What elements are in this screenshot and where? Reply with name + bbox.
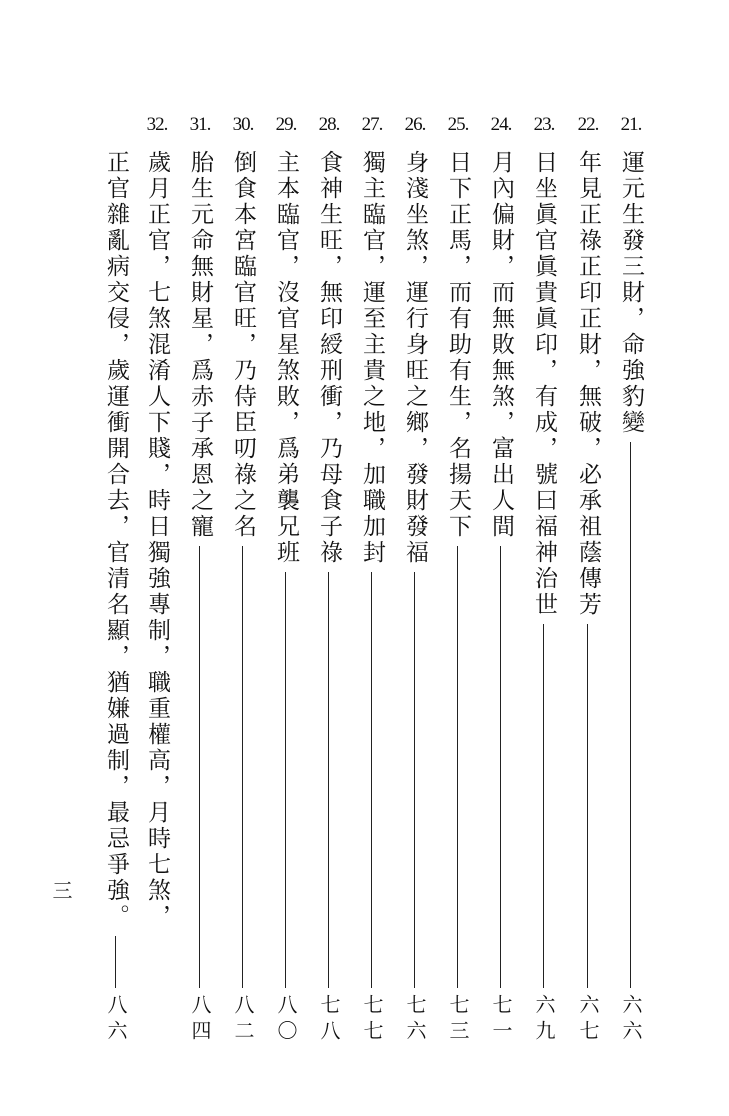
toc-page-number: 七七 — [360, 994, 384, 1046]
toc-entry-title: 正官雜亂病交侵，歲運衝開合去，官清名顯，猶嫌過制，最忌爭強。 — [103, 150, 129, 930]
toc-entry-title: 年見正祿正印正財，無破，必承祖蔭傳芳 — [575, 150, 601, 618]
toc-entry-title: 主本臨官，沒官星煞敗，爲弟襲兄班 — [273, 150, 299, 566]
toc-entry[interactable] — [266, 114, 306, 1064]
toc-page-number: 六七 — [576, 994, 600, 1046]
toc-entry[interactable] — [309, 114, 349, 1064]
page-folio: 三 — [49, 880, 73, 900]
toc-entry[interactable] — [611, 114, 651, 1064]
toc-entry[interactable] — [481, 114, 521, 1064]
toc-leader-line — [328, 572, 329, 988]
toc-entry[interactable] — [438, 114, 478, 1064]
toc-leader-line — [199, 546, 200, 988]
toc-page-number: 八〇 — [274, 994, 298, 1046]
toc-entry-number: 28. — [318, 114, 340, 135]
toc-entry[interactable] — [223, 114, 263, 1064]
toc-entry-title: 身淺坐煞，運行身旺之鄉，發財發福 — [402, 150, 428, 566]
toc-entry-number: 32. — [146, 114, 168, 135]
toc-entry-title: 運元生發三財，命強豹變 — [618, 150, 644, 436]
toc-entry[interactable] — [524, 114, 564, 1064]
toc-page-number: 七一 — [489, 994, 513, 1046]
toc-entry-number: 22. — [577, 114, 599, 135]
toc-entry-number: 30. — [232, 114, 254, 135]
toc-entry-title: 倒食本宮臨官旺，乃侍臣叨祿之名 — [230, 150, 256, 540]
toc-entry-title: 月內偏財，而無敗無煞，富出人間 — [488, 150, 514, 540]
toc-entry-number: 23. — [533, 114, 555, 135]
toc-entry-title: 食神生旺，無印綬刑衝，乃母食子祿 — [316, 150, 342, 566]
toc-entry-number: 29. — [275, 114, 297, 135]
toc-entry-title: 日下正馬，而有助有生，名揚天下 — [445, 150, 471, 540]
toc-leader-line — [285, 572, 286, 988]
toc-entry-number: 31. — [189, 114, 211, 135]
toc-leader-line — [371, 572, 372, 988]
toc-leader-line — [242, 546, 243, 988]
toc-leader-line — [500, 546, 501, 988]
toc-page-number: 六六 — [619, 994, 643, 1046]
toc-page-number: 八二 — [231, 994, 255, 1046]
toc-entry-title: 獨主臨官，運至主貴之地，加職加封 — [359, 150, 385, 566]
toc-entry-number: 27. — [361, 114, 383, 135]
toc-leader-line — [543, 624, 544, 988]
toc-entry-number: 25. — [447, 114, 469, 135]
toc-page-number: 六九 — [532, 994, 556, 1046]
toc-entry[interactable] — [180, 114, 220, 1064]
toc-leader-line — [115, 936, 116, 988]
toc-entry[interactable] — [395, 114, 435, 1064]
toc-page-number: 八六 — [104, 994, 128, 1046]
toc-entry-number: 21. — [620, 114, 642, 135]
toc-entry[interactable] — [96, 114, 136, 1064]
toc-leader-line — [630, 442, 631, 988]
toc-entry[interactable] — [137, 114, 177, 1064]
toc-entry-title: 胎生元命無財星，爲赤子承恩之寵 — [187, 150, 213, 540]
toc-page-number: 七八 — [317, 994, 341, 1046]
toc-leader-line — [414, 572, 415, 988]
toc-entry[interactable] — [352, 114, 392, 1064]
toc-entry[interactable] — [568, 114, 608, 1064]
toc-entry-title: 歲月正官，七煞混淆人下賤，時日獨強專制，職重權高，月時七煞， — [144, 150, 170, 930]
toc-page-number: 七三 — [446, 994, 470, 1046]
toc-page-number: 八四 — [188, 994, 212, 1046]
toc-leader-line — [587, 624, 588, 988]
toc-entry-number: 24. — [490, 114, 512, 135]
toc-page-number: 七六 — [403, 994, 427, 1046]
toc-entry-title: 日坐眞官眞貴眞印，有成，號曰福神治世 — [531, 150, 557, 618]
toc-leader-line — [457, 546, 458, 988]
toc-entry-number: 26. — [404, 114, 426, 135]
